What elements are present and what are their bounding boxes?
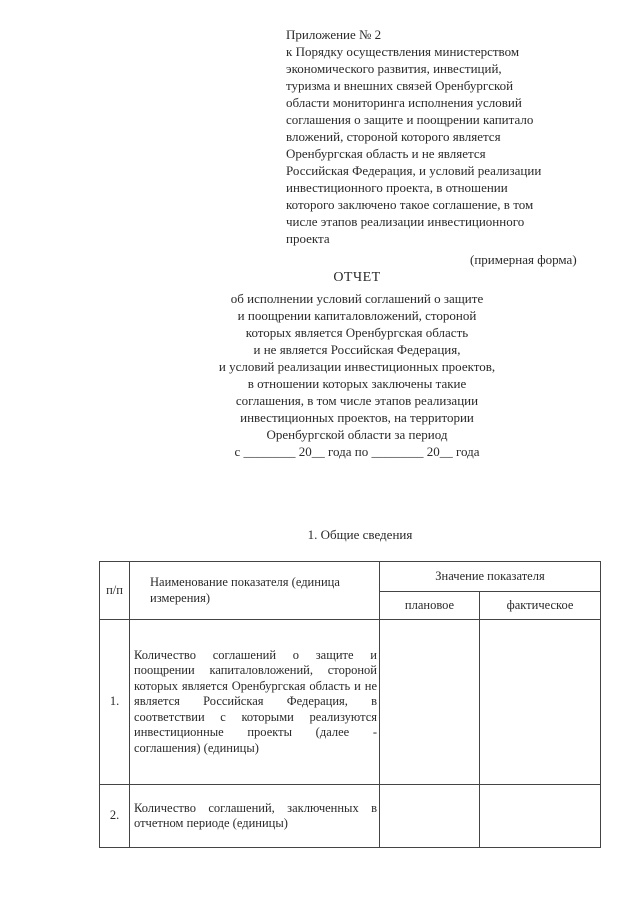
appendix-line: проекта (286, 231, 330, 246)
section-title: 1. Общие сведения (307, 527, 413, 542)
header-indicator-value: Значение показателя (380, 562, 601, 592)
appendix-block (286, 26, 586, 247)
appendix-line: туризма и внешних связей Оренбургской (286, 78, 514, 93)
subtitle-line: Оренбургской области за период (266, 427, 448, 442)
subtitle-line: инвестиционных проектов, на территории (240, 410, 474, 425)
header-actual: фактическое (480, 592, 601, 620)
appendix-line: Российская Федерация, и условий реализации (286, 163, 542, 178)
subtitle-line: и не является Российская Федерация, (253, 342, 461, 357)
row-planned-value[interactable] (380, 785, 480, 848)
subtitle-period-line: с ________ 20__ года по ________ 20__ года (234, 444, 480, 459)
row-number: 2. (100, 785, 130, 848)
row-description: Количество соглашений о защите и поощрении капиталовложений, стороной которых является Оренбургская область и не является Российская Федерация, в соответствии с которыми реализуются инвестиционные проекты (далее - соглашения) (единицы) (130, 620, 380, 785)
row-number: 1. (100, 620, 130, 785)
appendix-line: экономического развития, инвестиций, (286, 61, 502, 76)
subtitle-line: в отношении которых заключены такие (247, 376, 467, 391)
table-row (100, 785, 601, 848)
header-indicator-name: Наименование показателя (единица измерения) (130, 562, 380, 620)
table-header-row (100, 562, 601, 592)
subtitle-line: соглашения, в том числе этапов реализации (235, 393, 479, 408)
appendix-line: Оренбургская область и не является (286, 146, 486, 161)
subtitle-line: которых является Оренбургская область (245, 325, 469, 340)
appendix-line: к Порядку осуществления министерством (286, 44, 520, 59)
row-actual-value[interactable] (480, 785, 601, 848)
appendix-line: числе этапов реализации инвестиционного (286, 214, 525, 229)
report-title: ОТЧЕТ (333, 270, 381, 285)
row-actual-value[interactable] (480, 620, 601, 785)
indicators-table (99, 561, 601, 848)
row-description: Количество соглашений, заключенных в отчетном периоде (единицы) (130, 785, 380, 848)
appendix-line: области мониторинга исполнения условий (286, 95, 522, 110)
subtitle-line: и условий реализации инвестиционных проектов, (218, 359, 496, 374)
subtitle-line: об исполнении условий соглашений о защите (230, 291, 484, 306)
appendix-line: вложений, стороной которого является (286, 129, 501, 144)
row-planned-value[interactable] (380, 620, 480, 785)
appendix-line: которого заключено такое соглашение, в том (286, 197, 534, 212)
appendix-line: соглашения о защите и поощрении капитало (286, 112, 534, 127)
appendix-line: инвестиционного проекта, в отношении (286, 180, 508, 195)
header-planned: плановое (380, 592, 480, 620)
subtitle-line: и поощрении капиталовложений, стороной (237, 308, 477, 323)
form-note: (примерная форма) (470, 252, 577, 267)
report-subtitle (0, 290, 640, 460)
table-row (100, 620, 601, 785)
appendix-line: Приложение № 2 (286, 27, 382, 42)
header-num: п/п (100, 562, 130, 620)
